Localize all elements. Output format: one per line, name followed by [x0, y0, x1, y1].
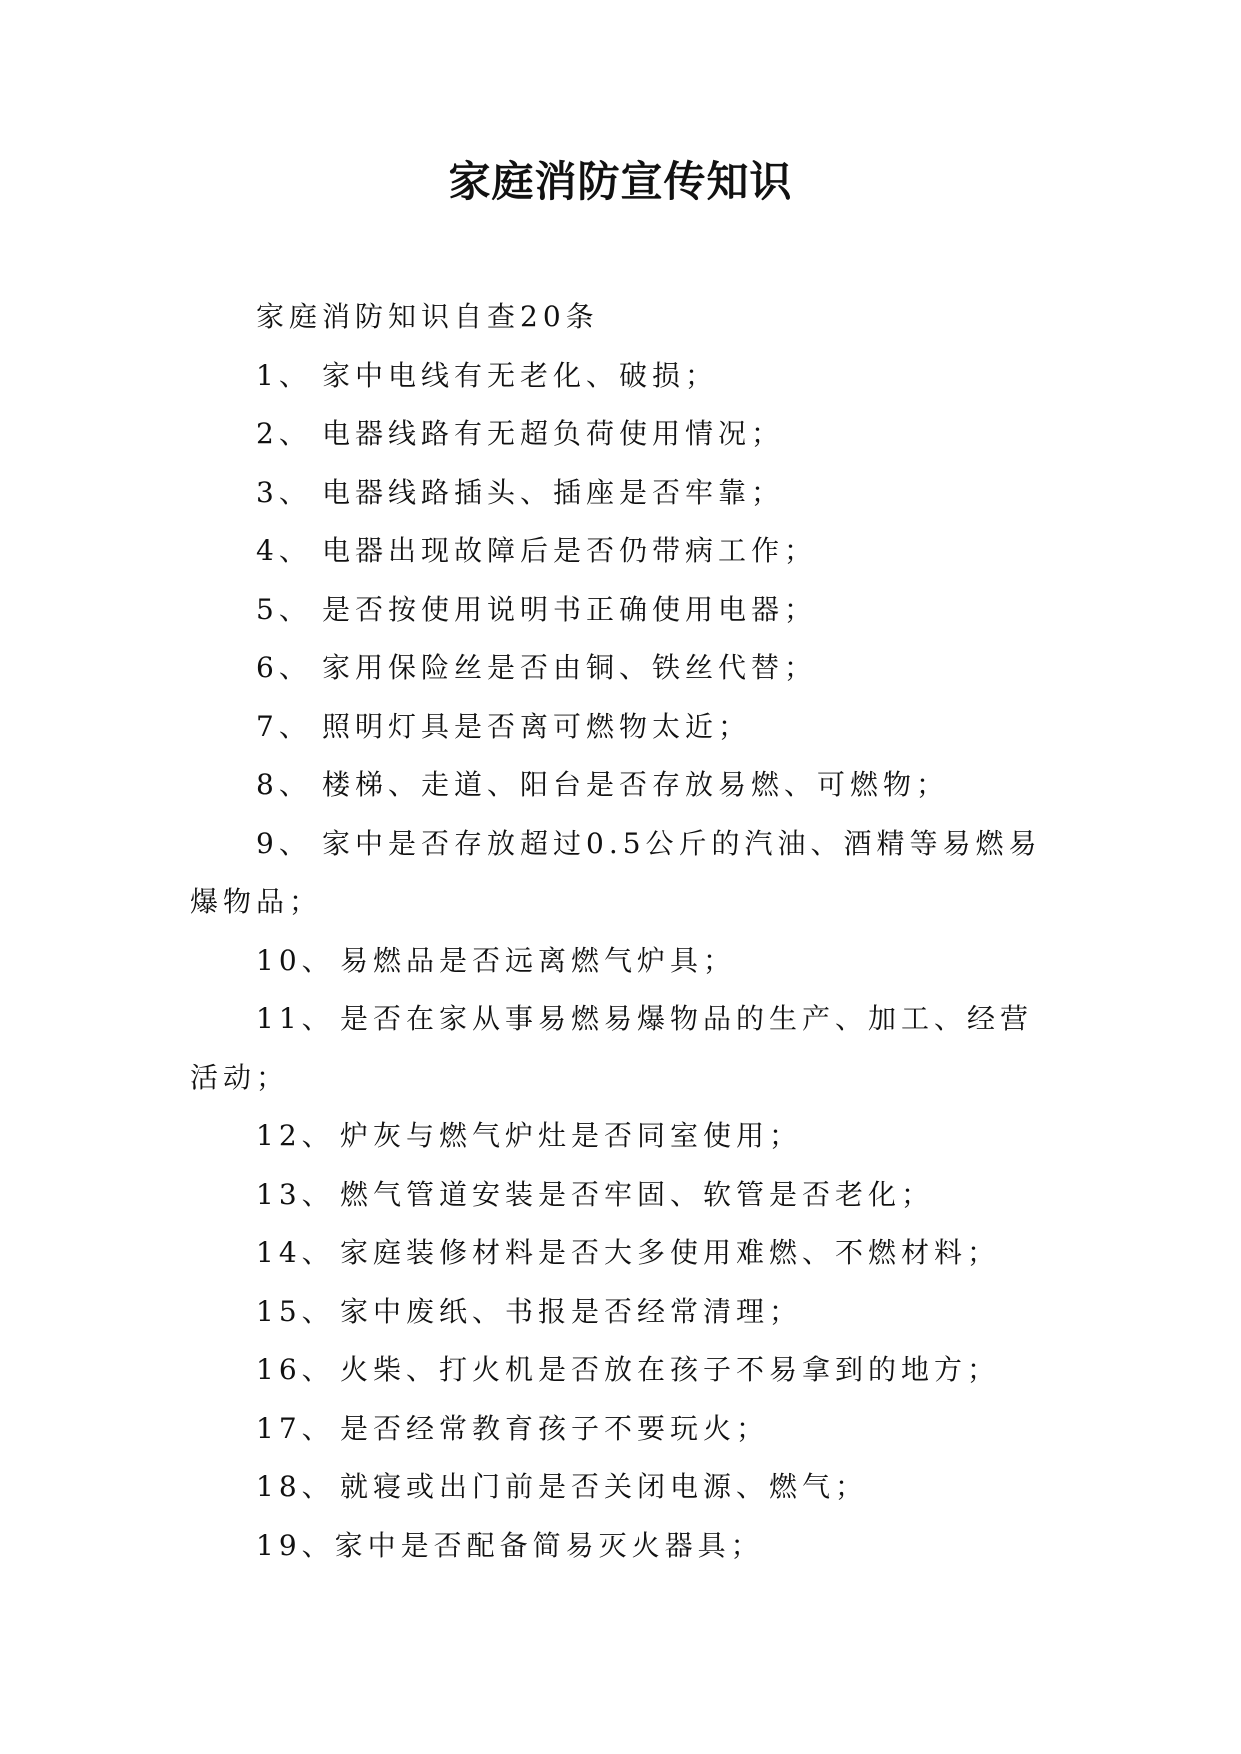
item-text: 易燃品是否远离燃气炉具；	[340, 943, 737, 977]
section-heading: 家庭消防知识自查20条	[256, 300, 599, 333]
list-item	[190, 1283, 1050, 1342]
item-number: 12、	[256, 1119, 335, 1152]
item-text: 就寝或出门前是否关闭电源、燃气；	[340, 1470, 869, 1503]
item-number: 19、	[256, 1528, 335, 1562]
list-item	[190, 932, 1050, 991]
list-item	[190, 1166, 1050, 1225]
list-item	[190, 581, 1050, 640]
item-text: 电器出现故障后是否仍带病工作；	[322, 534, 818, 567]
list-item	[190, 347, 1050, 406]
list-item	[190, 990, 1050, 1049]
item-text: 是否按使用说明书正确使用电器；	[322, 592, 818, 626]
list-item	[190, 1400, 1050, 1459]
item-text: 电器线路插头、插座是否牢靠；	[322, 475, 785, 509]
item-number: 5、	[256, 592, 312, 626]
item-text: 家中电线有无老化、破损；	[322, 358, 719, 392]
item-number: 10、	[256, 943, 335, 977]
item-text: 家庭装修材料是否大多使用难燃、不燃材料；	[340, 1236, 1001, 1269]
item-number: 17、	[256, 1411, 335, 1445]
item-text: 火柴、打火机是否放在孩子不易拿到的地方；	[340, 1353, 1001, 1386]
list-item	[190, 1224, 1050, 1283]
list-item-continuation: 爆物品；	[190, 885, 323, 918]
item-number: 15、	[256, 1294, 335, 1328]
item-number: 18、	[256, 1470, 335, 1503]
list-item	[190, 1341, 1050, 1400]
item-number: 16、	[256, 1353, 335, 1386]
item-number: 13、	[256, 1177, 335, 1211]
item-text: 楼梯、走道、阳台是否存放易燃、可燃物；	[322, 768, 950, 801]
document-body	[190, 288, 1050, 1575]
item-text: 家中是否配备简易灭火器具；	[334, 1528, 764, 1562]
item-text: 家中废纸、书报是否经常清理；	[340, 1294, 803, 1328]
item-number: 11、	[256, 1002, 335, 1035]
list-item	[190, 1517, 1050, 1576]
item-text: 是否在家从事易燃易爆物品的生产、加工、经营	[340, 1002, 1034, 1035]
item-number: 2、	[256, 417, 312, 450]
list-item	[190, 464, 1050, 523]
item-text: 炉灰与燃气炉灶是否同室使用；	[340, 1119, 803, 1152]
item-text: 家用保险丝是否由铜、铁丝代替；	[322, 651, 818, 684]
item-text: 是否经常教育孩子不要玩火；	[340, 1411, 770, 1445]
item-number: 6、	[256, 651, 312, 684]
list-item-continuation: 活动；	[190, 1060, 290, 1094]
list-item	[190, 815, 1050, 874]
list-item	[190, 1458, 1050, 1517]
item-number: 7、	[256, 709, 312, 743]
item-number: 8、	[256, 768, 312, 801]
list-item	[190, 698, 1050, 757]
item-number: 1、	[256, 358, 312, 392]
list-item	[190, 522, 1050, 581]
item-text: 电器线路有无超负荷使用情况；	[322, 417, 785, 450]
list-item	[190, 639, 1050, 698]
item-number: 9、	[256, 826, 312, 860]
list-item	[190, 756, 1050, 815]
item-number: 4、	[256, 534, 312, 567]
list-item	[190, 1107, 1050, 1166]
item-number: 3、	[256, 475, 312, 509]
item-text: 燃气管道安装是否牢固、软管是否老化；	[340, 1177, 935, 1211]
item-text: 家中是否存放超过0.5公斤的汽油、酒精等易燃易	[322, 826, 1042, 860]
list-item	[190, 405, 1050, 464]
document-title: 家庭消防宣传知识	[448, 157, 793, 206]
item-text: 照明灯具是否离可燃物太近；	[322, 709, 752, 743]
item-number: 14、	[256, 1236, 335, 1269]
